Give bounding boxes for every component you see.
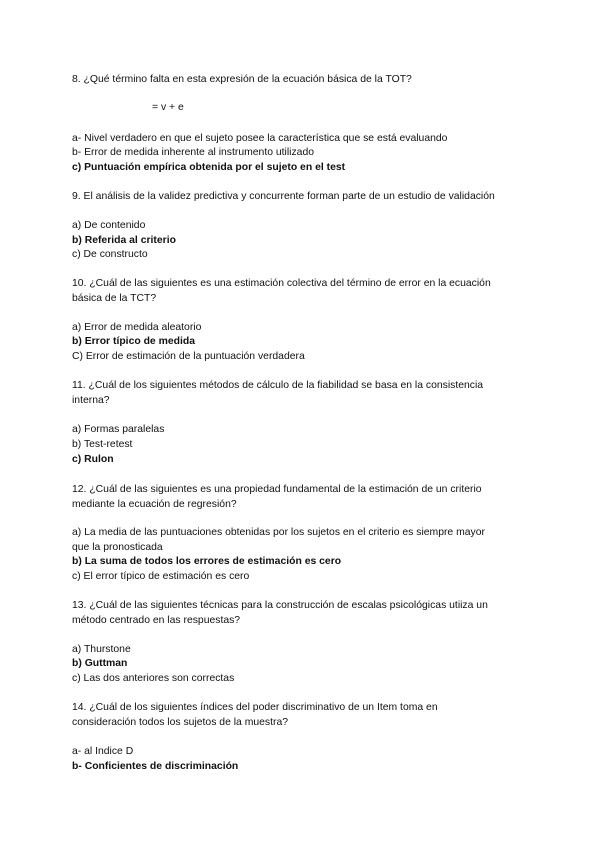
question-11-line-2: interna? (72, 395, 110, 406)
question-12-option-c: c) El error típico de estimación es cero (72, 571, 250, 582)
question-8-option-b: b- Error de medida inherente al instrumento utilizado (72, 147, 314, 158)
question-14-option-b-answer: b- Conficientes de discriminación (72, 761, 239, 772)
question-8-option-c-answer: c) Puntuación empírica obtenida por el sujeto en el test (72, 162, 346, 173)
question-13-option-b-answer: b) Guttman (72, 658, 128, 669)
question-9-option-a: a) De contenido (72, 220, 146, 231)
question-10-option-a: a) Error de medida aleatorio (72, 322, 202, 333)
question-11-option-a: a) Formas paralelas (72, 424, 165, 435)
question-13-option-a: a) Thurstone (72, 644, 131, 655)
question-11-line-1: 11. ¿Cuál de los siguientes métodos de cálculo de la fiabilidad se basa en la consistencia (72, 380, 484, 391)
question-12-option-b-answer: b) La suma de todos los errores de estimación es cero (72, 556, 342, 567)
question-10-option-b-answer: b) Error típico de medida (72, 336, 195, 347)
question-12-option-a-line-2: que la pronosticada (72, 542, 163, 553)
question-11-option-c-answer: c) Rulon (72, 454, 114, 465)
question-12-line-1: 12. ¿Cuál de las siguientes es una propiedad fundamental de la estimación de un criterio (72, 484, 482, 495)
question-14-option-a: a- al Indice D (72, 746, 134, 757)
question-8-option-a: a- Nivel verdadero en que el sujeto posee la característica que se está evaluando (72, 133, 448, 144)
question-9-option-b-answer: b) Referida al criterio (72, 235, 176, 246)
question-14-line-1: 14. ¿Cuál de los siguientes índices del poder discriminativo de un Item toma en (72, 702, 438, 713)
question-11-option-b: b) Test-retest (72, 439, 133, 450)
question-12-option-a-line-1: a) La media de las puntuaciones obtenidas por los sujetos en el criterio es siempre mayor (72, 527, 485, 538)
question-9-option-c: c) De constructo (72, 249, 148, 260)
question-10-line-2: básica de la TCT? (72, 293, 157, 304)
question-12-line-2: mediante la ecuación de regresión? (72, 499, 237, 510)
question-14-line-2: consideración todos los sujetos de la muestra? (72, 717, 289, 728)
question-9: 9. El análisis de la validez predictiva y concurrente forman parte de un estudio de validación (72, 191, 495, 202)
question-10-option-c: C) Error de estimación de la puntuación verdadera (72, 351, 305, 362)
question-10-line-1: 10. ¿Cuál de las siguientes es una estimación colectiva del término de error en la ecuación (72, 278, 491, 289)
question-8: 8. ¿Qué término falta en esta expresión de la ecuación básica de la TOT? (72, 74, 412, 85)
question-8-formula: = v + e (152, 102, 184, 113)
question-13-line-1: 13. ¿Cuál de las siguientes técnicas para la construcción de escalas psicológicas utiiza un (72, 600, 488, 611)
question-13-option-c: c) Las dos anteriores son correctas (72, 673, 235, 684)
question-13-line-2: método centrado en las respuestas? (72, 615, 241, 626)
